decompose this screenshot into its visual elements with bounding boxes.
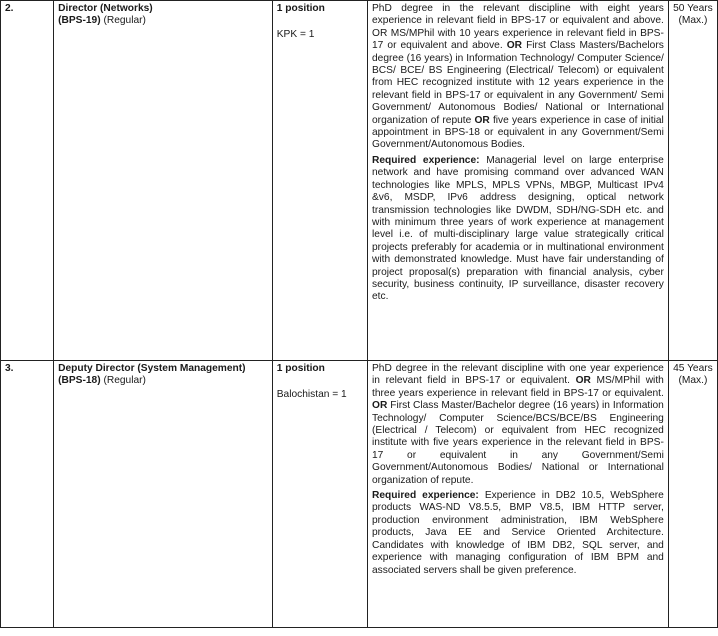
or-keyword: OR (506, 40, 522, 52)
experience-body: Experience in DB2 10.5, WebSphere products WAS-ND V8.5.5, BMP V8.5, IBM HTTP server, production environment administration, IBM WebSphere products, Java EE and Service Oriented Architecture. Candidates with knowledge of IBM DB2, SQL server, and experience with managing configuration of IBM BPM and associated servers shall be given preference. (372, 490, 664, 576)
post-title: Director (Networks) (58, 3, 153, 14)
post-type: (Regular) (103, 15, 146, 27)
qualification-part: five years experience in case of initial appointment in BPS-18 or equivalent in any Government/Semi Government/Autonomous Bodies. (372, 114, 664, 151)
qualification-text (372, 363, 664, 487)
qualification-part: First Class Master/Bachelor degree (16 years) in Information Technology/ Computer Science/BCS/BCE/BS Engineering (Electrical / Telecom) or equivalent from HEC recognized institute with five years experience in the relevant field in BPS-17 or equivalent in any Government/Semi Government/Autonomous Bodies/ National or International organization of repute. (372, 400, 664, 486)
serial-number: 2. (1, 1, 54, 361)
or-keyword: OR (474, 114, 490, 126)
age-limit: 50 Years (673, 3, 713, 14)
experience-text (372, 490, 664, 577)
age-cell (668, 361, 717, 628)
experience-text (372, 155, 664, 304)
post-cell (54, 1, 273, 361)
qualification-part: First Class Masters/Bachelors degree (16 years) in Information Technology/ Computer Science/ BCS/ BCE/ BS Engineering (Electrical/ Telecom) or equivalent from HEC recognized institute with 12 years experience in the relevant field in BPS-17 or equivalent in any Government/ Semi Government/ Autonomous Bodies/ National or International organization of repute (372, 40, 664, 126)
table-row (1, 361, 718, 628)
post-type: (Regular) (103, 375, 146, 387)
experience-body: Managerial level on large enterprise network and have promising command over advanced WAN technologies like MPLS, MPLS VPNs, MBGP, Multicast IPv4 &v6, MSDP, IPv6 address designing, optical network transmission technologies like DWDM, SDH/NG-SDH etc. and with minimum three years of work experience at management level i.e. of multi-disciplinary large value strategically critical projects preferably for academia or in multinational environment with demonstrated knowledge. Must have fair understanding of project proposal(s) preparation with financial analysis, cyber security, business continuity, IP surveillance, disaster recovery etc. (372, 154, 664, 303)
vacancy-cell (272, 361, 367, 628)
serial-number: 3. (1, 361, 54, 628)
age-limit: 45 Years (673, 363, 713, 374)
or-keyword: OR (575, 375, 591, 387)
vacancy-cell (272, 1, 367, 361)
or-keyword: OR (372, 400, 388, 412)
qualification-part: PhD degree in the relevant discipline with eight years experience in relevant field in BPS-17 or equivalent and above. OR MS/MPhil with 10 years experience in relevant field in BPS-17 or equivalent and above. (372, 3, 664, 52)
age-note: (Max.) (678, 375, 708, 387)
vacancy-region: Balochistan = 1 (276, 389, 347, 401)
qualification-cell (368, 1, 669, 361)
age-cell (668, 1, 717, 361)
qualification-part: MS/MPhil with three years experience in relevant field in BPS-17 or equivalent. (372, 375, 664, 399)
table-row (1, 1, 718, 361)
experience-label: Required experience: (372, 154, 480, 166)
vacancy-count: 1 position (276, 3, 325, 14)
qualification-part: PhD degree in the relevant discipline with one year experience in relevant field in BPS-17 or equivalent. (372, 363, 664, 387)
post-cell (54, 361, 273, 628)
experience-label: Required experience: (372, 490, 479, 502)
qualification-cell (368, 361, 669, 628)
qualification-text (372, 3, 664, 152)
vacancy-region: KPK = 1 (276, 29, 315, 41)
vacancy-count: 1 position (276, 363, 325, 374)
age-note: (Max.) (678, 15, 708, 27)
post-grade: (BPS-18) (58, 375, 101, 387)
post-title: Deputy Director (System Management) (58, 363, 246, 374)
post-grade: (BPS-19) (58, 15, 101, 27)
